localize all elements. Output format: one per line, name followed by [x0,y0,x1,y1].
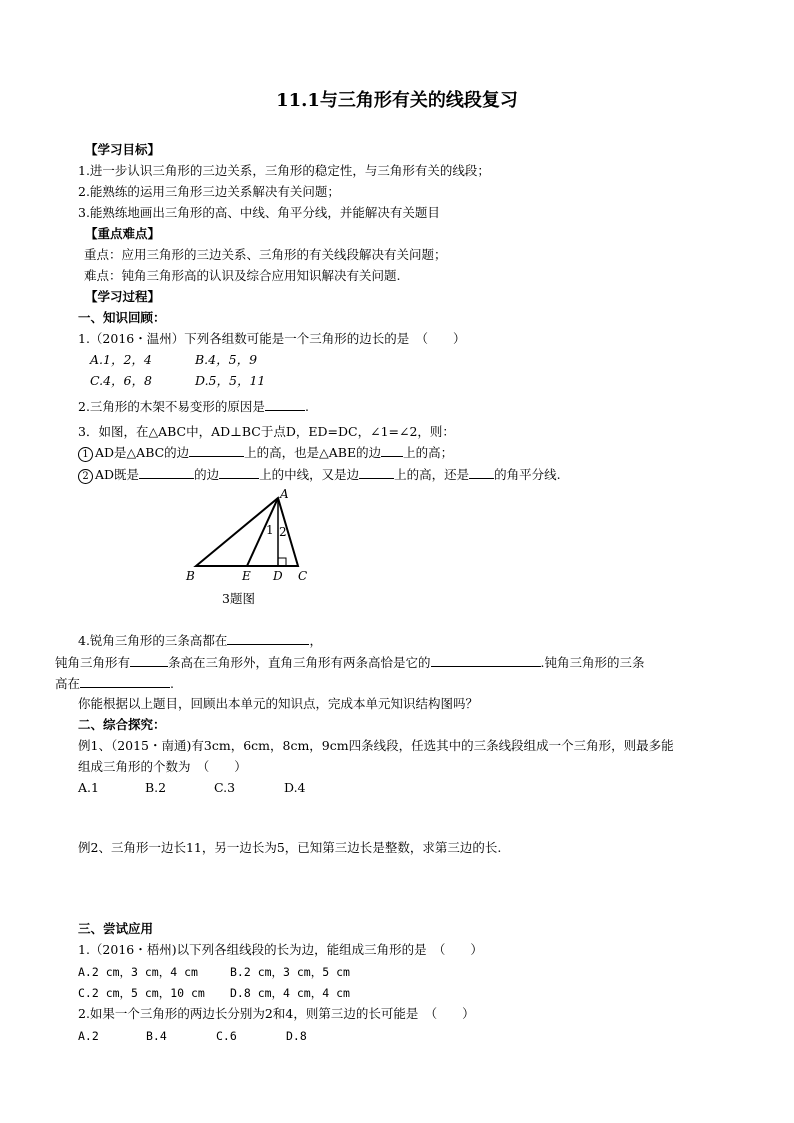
label-e: E [242,569,251,583]
q4-f: 高在 [55,676,81,691]
apply-heading: 三、尝试应用 [78,921,154,936]
q3-part1 [78,444,453,462]
process-heading: 【学习过程】 [85,289,161,304]
q4-line3 [55,675,174,692]
q4-blank-2[interactable] [130,654,168,667]
focus-key: 重点：应用三角形的三边关系、三角形的有关线段解决有关问题； [84,247,447,262]
goal-item-1: 1.进一步认识三角形的三边关系，三角形的稳定性，与三角形有关的线段； [78,163,490,178]
example1-line1: 例1、（2015・南通)有3cm，6cm，8cm，9cm四条线段，任选其中的三条线段组成一个三角形，则最多能 [78,738,674,753]
goal-item-3: 3.能熟练地画出三角形的高、中线、角平分线，并能解决有关题目 [78,205,440,220]
q4-blank-3[interactable] [431,654,541,667]
q3-p2-c: 上的中线，又是边 [259,467,360,482]
q1-option-d: D.5，5，11 [195,373,266,388]
right-angle-mark [278,558,286,566]
apply-q2-option-c: C.6 [216,1029,237,1043]
q3-part2 [78,466,561,484]
apply-q1-option-c: C.2 cm，5 cm，10 cm [78,986,205,1000]
focus-difficult: 难点：钝角三角形高的认识及综合应用知识解决有关问题. [84,268,401,283]
q1-option-a: A.1，2，4 [90,352,152,367]
q3-p1-b: 上的高，也是△ABE的边 [244,445,382,460]
apply-q1-text: 1.（2016・梧州)以下列各组线段的长为边，能组成三角形的是 （ ） [78,942,483,957]
q3-p2-blank-3[interactable] [359,466,394,479]
example1-option-d: D.4 [284,780,306,795]
figure-caption: 3题图 [222,591,255,606]
apply-q2-text: 2.如果一个三角形的两边长分别为2和4，则第三边的长可能是 （ ） [78,1006,475,1021]
label-d: D [273,569,283,583]
q3-p1-c: 上的高； [403,445,454,460]
example1-line2: 组成三角形的个数为 （ ） [78,759,247,774]
q4-line2 [55,654,645,671]
apply-q2-option-b: B.4 [146,1029,167,1043]
q1-option-b: B.4，5，9 [195,352,258,367]
apply-q1-option-d: D.8 cm，4 cm，4 cm [230,986,350,1000]
explore-heading: 二、综合探究： [78,717,166,732]
q4-blank-4[interactable] [80,675,170,688]
review-prompt: 你能根据以上题目，回顾出本单元的知识点，完成本单元知识结构图吗？ [78,696,479,711]
example2: 例2、三角形一边长11，另一边长为5，已知第三边长是整数，求第三边的长. [78,840,502,855]
q4-b: ， [309,633,322,648]
q4-line1 [78,632,322,649]
q3-p2-blank-2[interactable] [219,466,259,479]
q2-line [78,398,309,415]
q4-a: 4.锐角三角形的三条高都在 [78,633,228,648]
q4-d: 条高在三角形外，直角三角形有两条高恰是它的 [168,655,431,670]
q3-p2-a: AD既是 [95,467,140,482]
focus-heading: 【重点难点】 [85,226,161,241]
q2-blank[interactable] [265,398,305,411]
circled-number-2: 2 [78,469,93,484]
q3-p1-a: AD是△ABC的边 [95,445,190,460]
triangle-figure [180,484,320,584]
circled-number-1: 1 [78,447,93,462]
angle-label-2: 2 [279,525,287,539]
q4-c: 钝角三角形有 [55,655,131,670]
q1-option-c: C.4，6，8 [90,373,152,388]
review-heading: 一、知识回顾： [78,310,166,325]
angle-label-1: 1 [266,523,274,537]
label-a: A [280,487,289,501]
q3-text: 3．如图，在△ABC中，AD⊥BC于点D，ED=DC，∠1=∠2，则： [78,424,455,439]
page-title: 11.1与三角形有关的线段复习 [276,90,518,111]
apply-q1-option-a: A.2 cm，3 cm，4 cm [78,965,198,979]
q4-blank-1[interactable] [227,632,309,645]
q3-p1-blank-1[interactable] [189,444,244,457]
q3-p2-d: 上的高，还是 [394,467,470,482]
example1-option-a: A.1 [78,780,99,795]
q3-p2-blank-1[interactable] [139,466,194,479]
q2-text: 2.三角形的木架不易变形的原因是 [78,399,265,414]
label-c: C [298,569,308,583]
q3-p1-blank-2[interactable] [381,444,403,457]
q3-p2-b: 的边 [194,467,220,482]
example1-option-b: B.2 [145,780,167,795]
label-b: B [186,569,195,583]
q3-p2-blank-4[interactable] [469,466,494,479]
q2-end: . [304,399,309,414]
goal-item-2: 2.能熟练的运用三角形三边关系解决有关问题； [78,184,340,199]
apply-q1-option-b: B.2 cm，3 cm，5 cm [230,965,350,979]
q4-g: . [170,676,174,691]
apply-q2-option-d: D.8 [286,1029,307,1043]
example1-option-c: C.3 [214,780,236,795]
q1-text: 1.（2016・温州）下列各组数可能是一个三角形的边长的是 （ ） [78,331,466,346]
apply-q2-option-a: A.2 [78,1029,99,1043]
q3-p2-e: 的角平分线. [494,467,561,482]
q4-e: .钝角三角形的三条 [540,655,645,670]
goals-heading: 【学习目标】 [85,142,161,157]
